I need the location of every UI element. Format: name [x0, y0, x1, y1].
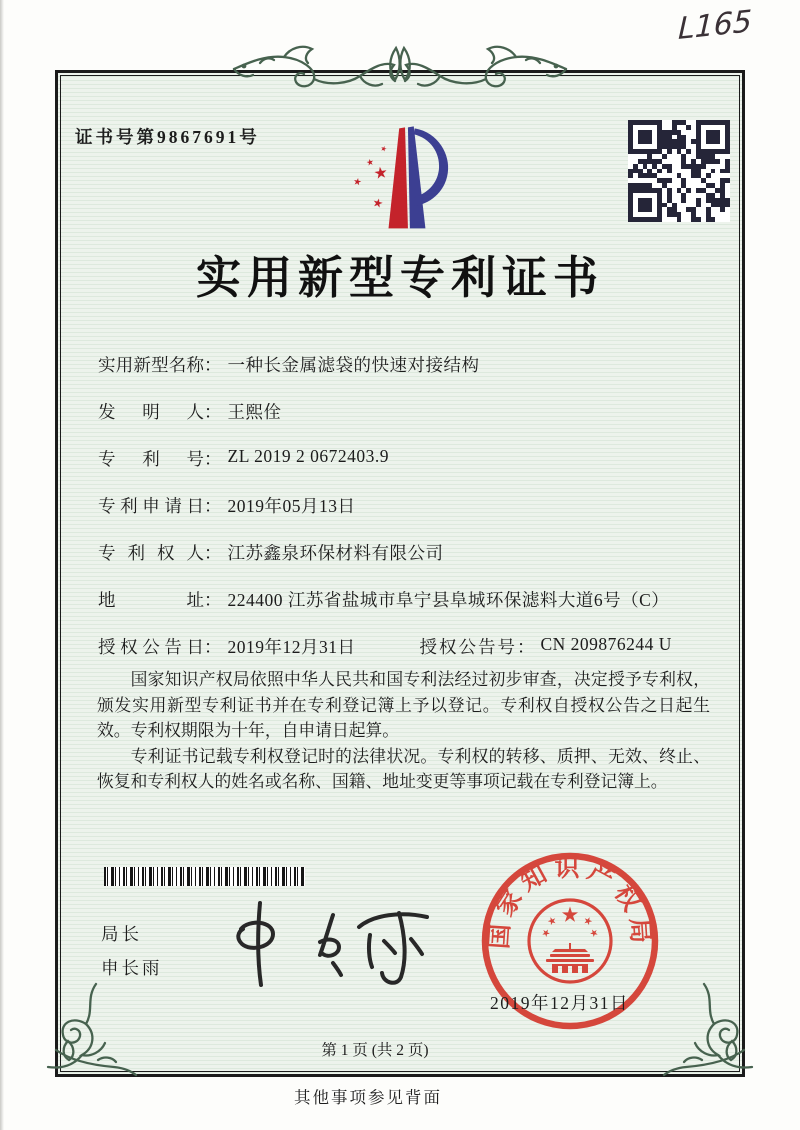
field-value: 2019年05月13日 [227, 496, 356, 516]
seal-date: 2019年12月31日 [490, 993, 629, 1013]
field-value: 224400 江苏省盐城市阜宁县阜城环保滤料大道6号（C） [227, 590, 670, 610]
corner-flourish-icon [662, 982, 762, 1082]
field-colon: ： [204, 449, 222, 469]
field-label: 专利权人 [98, 543, 204, 563]
field-label: 授权公告日 [98, 637, 204, 657]
field-colon: ： [204, 590, 222, 610]
legal-text-block [97, 667, 710, 795]
field-row [98, 493, 718, 518]
field-label: 地址 [98, 590, 204, 610]
field-colon: ： [204, 637, 222, 657]
dragon-ornament-icon [230, 36, 570, 100]
handwritten-note: L165 [677, 3, 753, 48]
body-paragraph: 国家知识产权局依照中华人民共和国专利法经过初步审查，决定授予专利权，颁发实用新型专利证书并在专利登记簿上予以登记。专利权自授权公告之日起生效。专利权期限为十年，自申请日起算。 [97, 670, 710, 741]
field-value: 2019年12月31日 [227, 637, 356, 657]
certificate-number: 证书号第9867691号 [75, 127, 260, 147]
field-colon: ： [204, 496, 222, 516]
page-number: 第 1 页 (共 2 页) [321, 1042, 429, 1059]
cnipa-logo-icon [338, 112, 474, 238]
field-value: 江苏鑫泉环保材料有限公司 [227, 543, 444, 563]
field-label: 授权公告号 [419, 637, 517, 657]
field-colon: ： [204, 355, 222, 375]
field-value: 王熙佺 [227, 402, 282, 422]
qr-code [628, 120, 730, 222]
director-name: 申长雨 [101, 958, 163, 978]
field-label: 专利申请日 [98, 496, 204, 516]
director-signature [213, 897, 445, 993]
field-row [98, 634, 718, 659]
field-value: CN 209876244 U [540, 634, 672, 654]
field-row [98, 446, 718, 471]
seal-text: 国家知识产权局 [486, 855, 654, 950]
field-value: ZL 2019 2 0672403.9 [227, 446, 389, 466]
field-colon: ： [517, 637, 535, 657]
field-label: 实用新型名称 [98, 355, 204, 375]
field-row [98, 540, 718, 565]
field-row [98, 352, 718, 377]
field-colon: ： [204, 543, 222, 563]
field-label: 发明人 [98, 402, 204, 422]
field-row [98, 399, 718, 424]
field-row [98, 587, 718, 612]
body-paragraph: 专利证书记载专利权登记时的法律状况。专利权的转移、质押、无效、终止、恢复和专利权人的姓名或名称、国籍、地址变更等事项记载在专利登记簿上。 [97, 746, 710, 792]
field-label: 专利号 [98, 449, 204, 469]
certificate-title: 实用新型专利证书 [195, 253, 604, 303]
director-title: 局长 [101, 924, 142, 944]
national-emblem-icon [540, 907, 599, 974]
field-colon: ： [204, 402, 222, 422]
corner-flourish-icon [38, 982, 138, 1082]
back-side-note: 其他事项参见背面 [294, 1088, 442, 1107]
barcode [104, 867, 305, 886]
field-value: 一种长金属滤袋的快速对接结构 [227, 355, 480, 375]
